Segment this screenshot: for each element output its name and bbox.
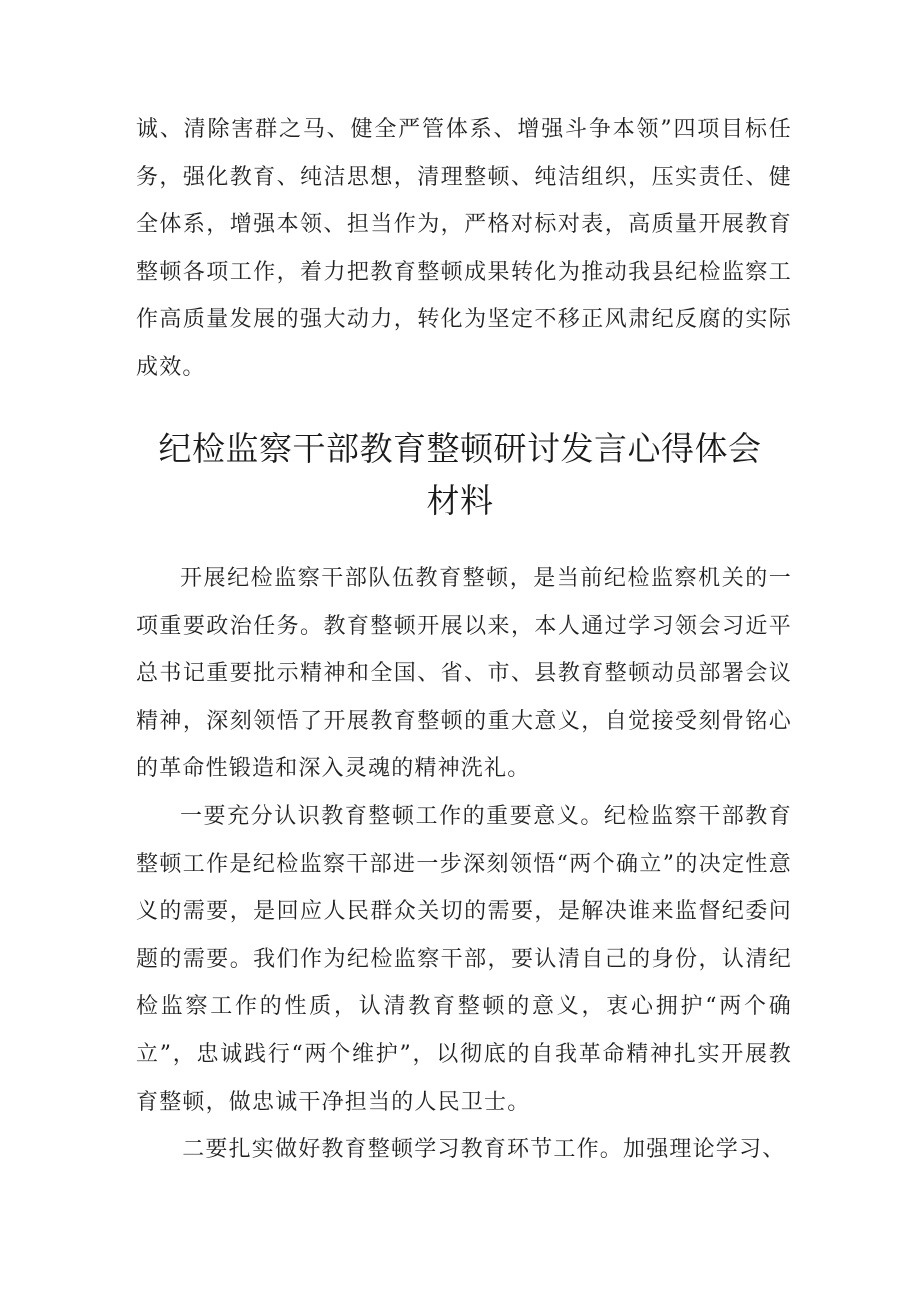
continuation-paragraph: 诚、清除害群之马、健全严管体系、增强斗争本领”四项目标任务，强化教育、纯洁思想，清理整顿、纯洁组织，压实责任、健全体系，增强本领、担当作为，严格对标对表，高质量开展教育整顿各项工作，着力把教育整顿成果转化为推动我县纪检监察工作高质量发展的强大动力，转化为坚定不移正风肃纪反腐的实际成效。: [136, 117, 792, 380]
title-line-2: 材料: [426, 481, 494, 520]
body-paragraph: 开展纪检监察干部队伍教育整顿，是当前纪检监察机关的一项重要政治任务。教育整顿开展以来，本人通过学习领会习近平总书记重要批示精神和全国、省、市、县教育整顿动员部署会议精神，深刻领悟了开展教育整顿的重大意义，自觉接受刻骨铭心的革命性锻造和深入灵魂的精神洗礼。: [136, 566, 792, 782]
body-paragraph: 一要充分认识教育整顿工作的重要意义。纪检监察干部教育整顿工作是纪检监察干部进一步深刻领悟“两个确立”的决定性意义的需要，是回应人民群众关切的需要，是解决谁来监督纪委问题的需要。我们作为纪检监察干部，要认清自己的身份，认清纪检监察工作的性质，认清教育整顿的意义，衷心拥护“两个确立”，忠诚践行“两个维护”，以彻底的自我革命精神扎实开展教育整顿，做忠诚干净担当的人民卫士。: [136, 803, 792, 1115]
document-body: [136, 555, 792, 1174]
title-line-1: 纪检监察干部教育整顿研讨发言心得体会: [158, 429, 762, 468]
document-title: [100, 423, 820, 527]
body-paragraph: 二要扎实做好教育整顿学习教育环节工作。加强理论学习、: [182, 1137, 786, 1163]
